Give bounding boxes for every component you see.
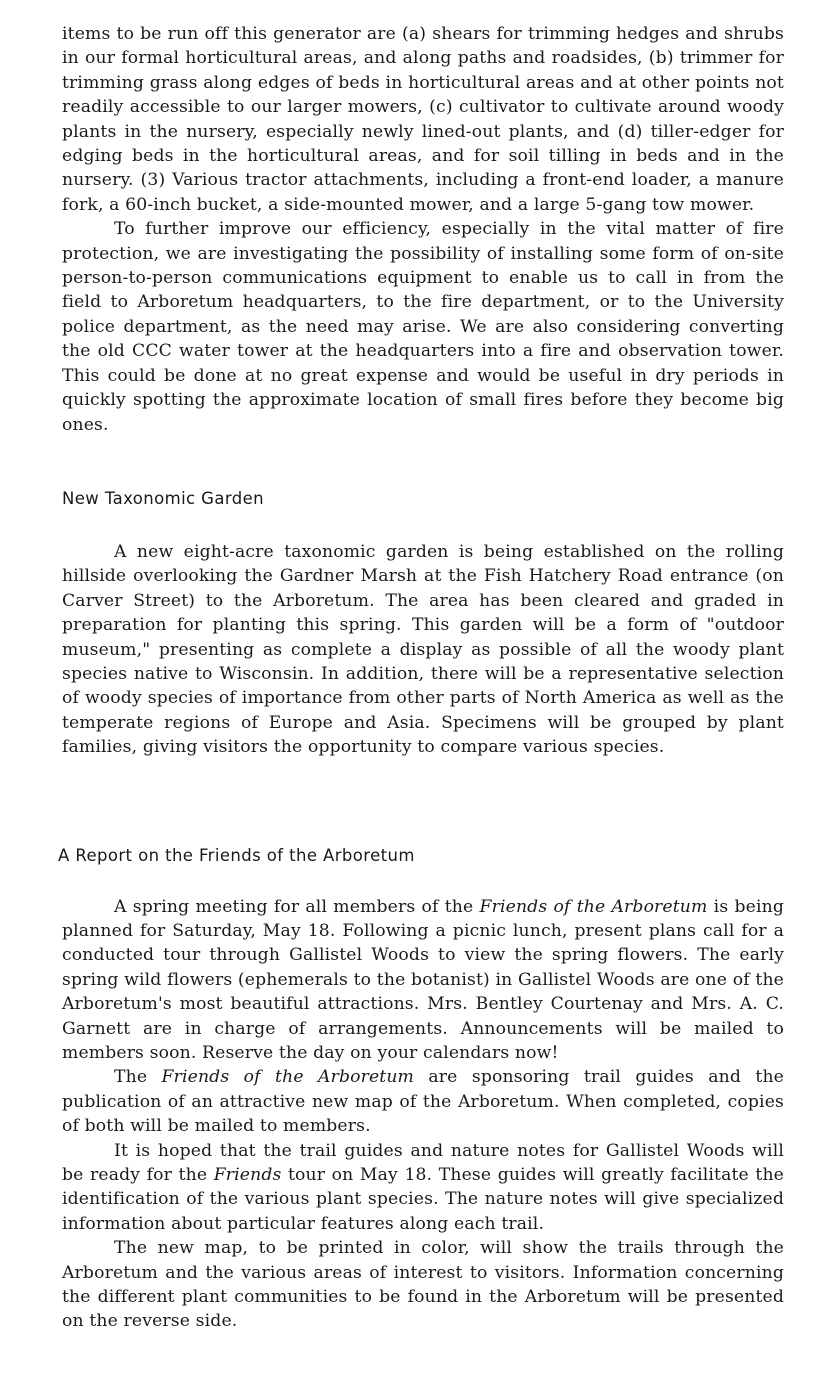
- text-run: A spring meeting for all members of the: [114, 896, 480, 917]
- document-page: [58, 22, 784, 1334]
- text-run: tour on May 18. These guides will greatly facilitate the identification of the various plant species. The nature notes will give specialized information about particular features along each trail.: [62, 1165, 784, 1234]
- text-run: It is hoped that the trail guides and nature notes for Gallistel Woods will be ready for the: [62, 1140, 784, 1186]
- intro-paragraph-1: items to be run off this generator are (a) shears for trimming hedges and shrubs in our formal horticultural areas, and along paths and roadsides, (b) trimmer for trimming grass along edges of beds in horticultural areas and at other points not readily accessible to our larger mowers, (c) cultivator to cultivate around woody plants in the nursery, especially newly lined-out plants, and (d) tiller-edger for edging beds in the horticultural areas, and for soil tilling in beds and in the nursery. (3) Various tractor attachments, including a front-end loader, a manure fork, a 60-inch bucket, a side-mounted mower, and a large 5-gang tow mower.: [62, 24, 784, 215]
- italic-title: Friends of the Arboretum: [479, 896, 708, 917]
- text-run: are sponsoring trail guides and the publication of an attractive new map of the Arboretum. When completed, copies of both will be mailed to members.: [62, 1067, 784, 1137]
- italic-title: Friends: [213, 1165, 282, 1186]
- friends-paragraph-3: [62, 1139, 784, 1237]
- taxonomic-garden-paragraph: A new eight-acre taxonomic garden is being established on the rolling hillside overlooking the Gardner Marsh at the Fish Hatchery Road entrance (on Carver Street) to the Arboretum. The area has been cleared and graded in preparation for planting this spring. This garden will be a form of "outdoor museum," presenting as complete a display as possible of all the woody plant species native to Wisconsin. In addition, there will be a representative selection of woody species of importance from other parts of North America as well as the temperate regions of Europe and Asia. Specimens will be grouped by plant families, giving visitors the opportunity to compare various species.: [62, 541, 784, 758]
- friends-paragraph-1: [62, 895, 784, 1066]
- friends-paragraph-2: [62, 1065, 784, 1138]
- text-run: is being planned for Saturday, May 18. Following a picnic lunch, present plans call for a conducted tour through Gallistel Woods to view the spring flowers. The early spring wild flowers (ephemerals to the botanist) in Gallistel Woods are one of the Arboretum's most beautiful attractions. Mrs. Bentley Courtenay and Mrs. A. C. Garnett are in charge of arrangements. Announcements will be mailed to members soon. Reserve the day on your calendars now!: [62, 896, 784, 1063]
- text-run: The: [114, 1067, 162, 1088]
- italic-title: Friends of the Arboretum: [161, 1067, 415, 1088]
- friends-paragraph-4: The new map, to be printed in color, will show the trails through the Arboretum and the various areas of interest to visitors. Information concerning the different plant communities to be found in the Arboretum will be presented on the reverse side.: [62, 1238, 784, 1332]
- friends-report-heading: A Report on the Friends of the Arboretum: [58, 845, 415, 865]
- intro-paragraph-2: To further improve our efficiency, especially in the vital matter of fire protection, we are investigating the possibility of installing some form of on-site person-to-person communications equipment to enable us to call in from the field to Arboretum headquarters, to the fire department, or to the University police department, as the need may arise. We are also considering converting the old CCC water tower at the headquarters into a fire and observation tower. This could be done at no great expense and would be useful in dry periods in quickly spotting the approximate location of small fires before they become big ones.: [62, 219, 784, 435]
- taxonomic-garden-heading: New Taxonomic Garden: [62, 488, 265, 508]
